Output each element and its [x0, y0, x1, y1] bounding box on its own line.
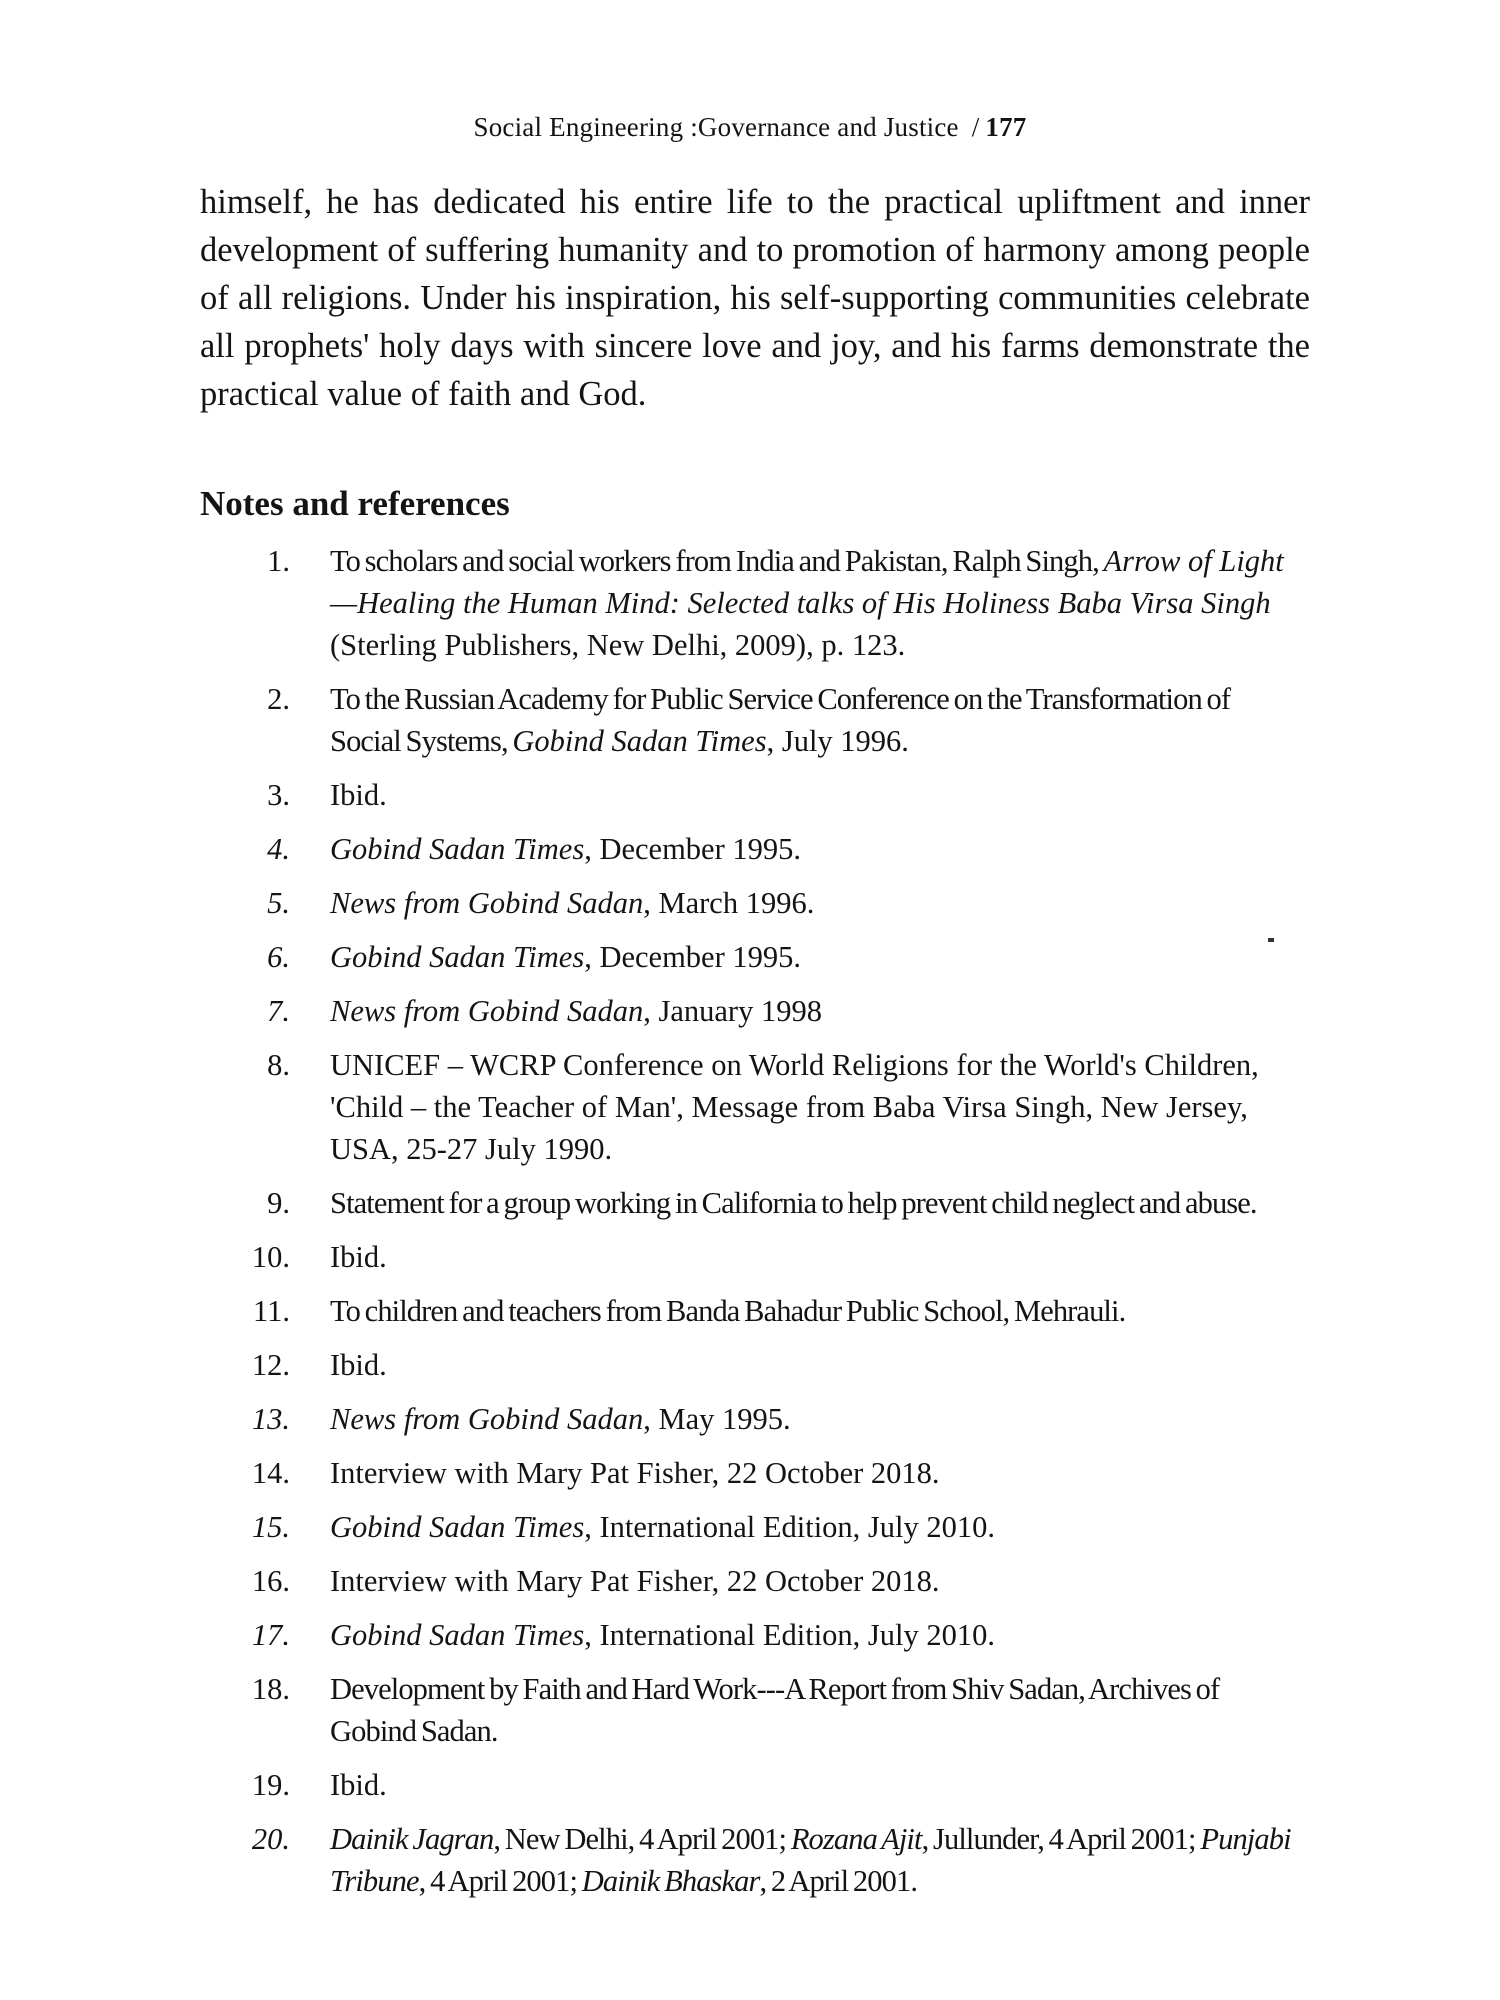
- note-title-italic: Dainik Bhaskar: [581, 1864, 760, 1898]
- note-number: 16.: [251, 1564, 290, 1598]
- note-text: Gobind Sadan Times, December 1995.: [330, 832, 801, 866]
- note-title-italic: Gobind Sadan Times: [330, 940, 585, 974]
- notes-list: [0, 540, 1500, 1914]
- note-text: News from Gobind Sadan, May 1995.: [330, 1402, 791, 1436]
- note-title-italic: Gobind Sadan Times: [330, 1510, 585, 1544]
- note-number: 11.: [253, 1294, 290, 1328]
- note-text: Ibid.: [330, 778, 387, 812]
- note-number: 17.: [251, 1618, 290, 1652]
- note-item: [0, 1764, 1500, 1806]
- running-header: [0, 112, 1500, 143]
- note-text: Interview with Mary Pat Fisher, 22 October 2018.: [330, 1456, 940, 1490]
- note-item: [0, 1236, 1500, 1278]
- note-item: [0, 1506, 1500, 1548]
- running-header-title: Social Engineering :Governance and Justice: [473, 112, 959, 142]
- note-text: To children and teachers from Banda Bahadur Public School, Mehrauli.: [330, 1294, 1126, 1328]
- note-number: 6.: [267, 940, 290, 974]
- note-number: 14.: [251, 1456, 290, 1490]
- note-number: 3.: [267, 778, 290, 812]
- note-title-italic: Gobind Sadan Times: [512, 724, 767, 758]
- note-text: Ibid.: [330, 1348, 387, 1382]
- note-item: [0, 990, 1500, 1032]
- note-item: [0, 774, 1500, 816]
- note-number: 1.: [267, 544, 290, 578]
- notes-heading: Notes and references: [200, 484, 510, 523]
- note-number: 20.: [251, 1822, 290, 1856]
- note-text: News from Gobind Sadan, January 1998: [330, 994, 822, 1028]
- note-title-italic: News from Gobind Sadan: [330, 1402, 644, 1436]
- note-text: News from Gobind Sadan, March 1996.: [330, 886, 815, 920]
- note-item: [0, 1560, 1500, 1602]
- note-item: [0, 1452, 1500, 1494]
- note-item: [0, 540, 1500, 666]
- note-number: 13.: [251, 1402, 290, 1436]
- note-text: UNICEF – WCRP Conference on World Religions for the World's Children, 'Child – the Teacher of Man', Message from Baba Virsa Singh, New Jersey, USA, 25-27 July 1990.: [330, 1048, 1259, 1166]
- note-number: 10.: [251, 1240, 290, 1274]
- note-number: 19.: [251, 1768, 290, 1802]
- note-item: [0, 1182, 1500, 1224]
- note-title-italic: Gobind Sadan Times: [330, 1618, 585, 1652]
- note-title-italic: Rozana Ajit: [790, 1822, 922, 1856]
- note-number: 4.: [267, 832, 290, 866]
- note-item: [0, 828, 1500, 870]
- note-text: Ibid.: [330, 1768, 387, 1802]
- running-header-separator: /: [971, 112, 980, 142]
- note-text: Gobind Sadan Times, International Edition, July 2010.: [330, 1618, 996, 1652]
- note-number: 2.: [267, 682, 290, 716]
- note-item: [0, 882, 1500, 924]
- note-item: [0, 1344, 1500, 1386]
- note-text: Dainik Jagran, New Delhi, 4 April 2001; Rozana Ajit, Jullunder, 4 April 2001; Punjabi Tribune, 4 April 2001; Dainik Bhaskar, 2 April 2001.: [330, 1822, 1291, 1898]
- note-title-italic: Dainik Jagran: [330, 1822, 494, 1856]
- note-text: Gobind Sadan Times, International Edition, July 2010.: [330, 1510, 996, 1544]
- note-number: 7.: [267, 994, 290, 1028]
- note-number: 12.: [251, 1348, 290, 1382]
- note-item: [0, 1398, 1500, 1440]
- stray-print-mark: [1268, 938, 1274, 942]
- note-item: [0, 678, 1500, 762]
- page-number: 177: [985, 112, 1027, 142]
- note-item: [0, 936, 1500, 978]
- note-item: [0, 1290, 1500, 1332]
- note-text: Development by Faith and Hard Work---A Report from Shiv Sadan, Archives of Gobind Sadan.: [330, 1672, 1220, 1748]
- note-item: [0, 1668, 1500, 1752]
- note-number: 9.: [267, 1186, 290, 1220]
- note-item: [0, 1818, 1500, 1902]
- note-title-italic: News from Gobind Sadan: [330, 994, 644, 1028]
- note-number: 5.: [267, 886, 290, 920]
- note-title-italic: Punjabi Tribune: [330, 1822, 1291, 1898]
- note-item: [0, 1614, 1500, 1656]
- note-title-italic: Gobind Sadan Times: [330, 832, 585, 866]
- note-text: Statement for a group working in California to help prevent child neglect and abuse.: [330, 1186, 1257, 1220]
- note-number: 15.: [251, 1510, 290, 1544]
- note-text: To scholars and social workers from India and Pakistan, Ralph Singh, Arrow of Light—Healing the Human Mind: Selected talks of His Holiness Baba Virsa Singh (Sterling Publishers, New Delhi, 2009), p. 123.: [330, 544, 1284, 662]
- note-text: Ibid.: [330, 1240, 387, 1274]
- note-number: 18.: [251, 1672, 290, 1706]
- body-paragraph: himself, he has dedicated his entire life to the practical upliftment and inner development of suffering humanity and to promotion of harmony among people of all religions. Under his inspiration, his self-supporting communities celebrate all prophets' holy days with sincere love and joy, and his farms demonstrate the practical value of faith and God.: [200, 183, 1310, 413]
- note-title-italic: Arrow of Light—Healing the Human Mind: Selected talks of His Holiness Baba Virsa Singh: [330, 544, 1284, 620]
- note-text: Interview with Mary Pat Fisher, 22 October 2018.: [330, 1564, 940, 1598]
- note-title-italic: News from Gobind Sadan: [330, 886, 644, 920]
- note-item: [0, 1044, 1500, 1170]
- note-text: To the Russian Academy for Public Service Conference on the Transformation of Social Systems, Gobind Sadan Times, July 1996.: [330, 682, 1231, 758]
- note-text: Gobind Sadan Times, December 1995.: [330, 940, 801, 974]
- note-number: 8.: [267, 1048, 290, 1082]
